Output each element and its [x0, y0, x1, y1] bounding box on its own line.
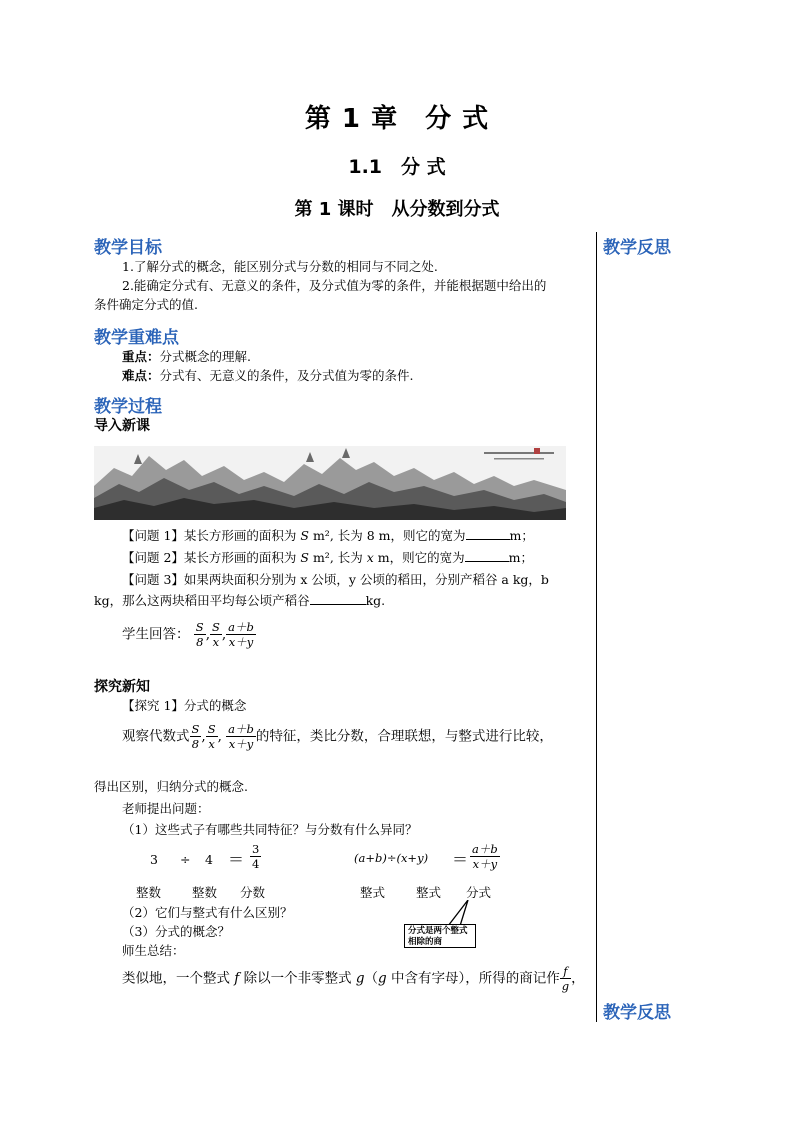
summary-label: 师生总结：: [122, 943, 185, 958]
observe-text-b: 的特征，类比分数，合理联想，与整式进行比较，: [255, 728, 553, 745]
explore-heading: 探究新知: [94, 679, 150, 695]
q2-var-s: S: [300, 550, 309, 565]
label-fraction: 分数: [240, 885, 266, 900]
question-3-line2: [94, 591, 385, 610]
difficulty-line: [122, 366, 414, 385]
q1-var-s: S: [300, 528, 309, 543]
question-2: [122, 548, 533, 567]
conclusion-text-a: 类似地，一个整式: [122, 970, 235, 987]
focus-text: 分式概念的理解.: [159, 349, 251, 364]
conclusion-line: [122, 964, 585, 993]
q3-text-b: kg.: [365, 593, 386, 608]
process-heading: 教学过程: [94, 397, 162, 417]
question-common-features: （1）这些式子有哪些共同特征？与分数有什么异同？: [122, 822, 418, 837]
conclusion-var-f: f: [234, 970, 240, 987]
fraction-f-g: $\frac{f}{g}$: [561, 964, 570, 993]
q3-text-a: kg，那么这两块稻田平均每公顷产稻谷: [94, 593, 310, 608]
observe-fraction-s-x: $\frac{S}{x}$: [207, 722, 216, 751]
conclusion-var-g: g: [355, 970, 365, 987]
section-title: 1.1 分 式: [348, 156, 446, 178]
q2-text-a: 【问题 2】某长方形画的面积为: [122, 550, 301, 565]
objective-2-line2: 条件确定分式的值.: [94, 297, 198, 312]
observe-text-a: 观察代数式: [122, 728, 190, 745]
difficulty-text: 分式有、无意义的条件，及分式值为零的条件.: [159, 368, 414, 383]
answer-label: 学生回答：: [122, 626, 190, 643]
question-3-line1: 【问题 3】如果两块面积分别为 x 公顷，y 公顷的稻田，分别产稻谷 a kg，b: [122, 572, 549, 587]
callout-pointer: [440, 900, 480, 926]
chapter-title: 第 1 章 分 式: [304, 104, 490, 134]
q2-var-x: x: [366, 550, 374, 565]
q1-text-c: m², 长为 8 m，则它的宽为: [308, 528, 466, 543]
conclusion-text-b: 除以一个非零整式: [239, 970, 356, 987]
eq1-op: ÷: [180, 852, 191, 867]
eq2-left: (a+b)÷(x+y): [354, 851, 429, 865]
fraction-s-x: $\frac{S}{x}$: [211, 620, 220, 649]
conclusion-var-g2: g: [378, 970, 387, 987]
label-polynomial-1: 整式: [360, 885, 386, 900]
observe-line: 观察代数式 $\frac{S}{8}$ , $\frac{S}{x}$ , $\frac{a+b}{x+y}$ 的特征，类比分数，合理联想，与整式进行比较，: [122, 722, 553, 751]
observe-line-2: 得出区别，归纳分式的概念.: [94, 779, 248, 794]
q2-text-f: m；: [508, 550, 533, 565]
eq1-b: 4: [205, 852, 213, 867]
keypoints-heading: 教学重难点: [94, 328, 179, 348]
teacher-question-intro: 老师提出问题：: [122, 801, 210, 816]
question-1: [122, 526, 534, 545]
label-integer-2: 整数: [192, 885, 218, 900]
eq1-fraction: $\frac{3}{4}$: [252, 842, 260, 871]
question-concept: （3）分式的概念？: [122, 924, 230, 939]
objective-2-line1: 2.能确定分式有、无意义的条件，及分式值为零的条件，并能根据题中给出的: [122, 278, 547, 293]
q2-text-c: m², 长为: [308, 550, 367, 565]
eq2-fraction: $\frac{a+b}{x+y}$: [472, 842, 498, 871]
column-divider: [596, 232, 597, 1022]
q3-blank: [310, 591, 366, 605]
difficulty-label: 难点：: [122, 368, 160, 383]
label-polynomial-2: 整式: [416, 885, 442, 900]
eq1-equals: ＝: [228, 850, 245, 869]
objective-1: 1.了解分式的概念，能区别分式与分数的相同与不同之处.: [122, 259, 438, 274]
question-difference: （2）它们与整式有什么区别？: [122, 905, 293, 920]
label-integer-1: 整数: [136, 885, 162, 900]
conclusion-end: ，: [571, 970, 585, 987]
eq1-a: 3: [150, 852, 158, 867]
q1-text-d: m；: [509, 528, 534, 543]
observe-fraction-ab-xy: $\frac{a+b}{x+y}$: [228, 722, 254, 751]
conclusion-text-d: 中含有字母），所得的商记作: [386, 970, 560, 987]
q1-text-a: 【问题 1】某长方形画的面积为: [122, 528, 301, 543]
observe-fraction-s-8: $\frac{S}{8}$: [191, 722, 200, 751]
landscape-painting-image: [94, 446, 566, 520]
fraction-ab-xy: $\frac{a+b}{x+y}$: [228, 620, 254, 649]
q2-blank: [465, 548, 509, 562]
objectives-heading: 教学目标: [94, 238, 162, 258]
label-algebraic-fraction: 分式: [466, 885, 492, 900]
eq2-equals: ＝: [452, 850, 469, 869]
intro-heading: 导入新课: [94, 418, 150, 434]
lesson-title: 第 1 课时 从分数到分式: [294, 199, 500, 220]
fraction-s-8: $\frac{S}{8}$: [195, 620, 204, 649]
reflection-heading-bottom: 教学反思: [603, 1003, 671, 1023]
explore-1-title: 【探究 1】分式的概念: [122, 698, 247, 713]
student-answer: 学生回答： $\frac{S}{8}$ , $\frac{S}{x}$ , $\frac{a+b}{x+y}$: [122, 620, 254, 649]
callout-box: 分式是两个整式相除的商: [404, 924, 476, 948]
focus-label: 重点：: [122, 349, 160, 364]
conclusion-text-c: （: [364, 970, 379, 987]
reflection-heading-top: 教学反思: [603, 238, 671, 258]
q2-text-e: m，则它的宽为: [373, 550, 465, 565]
q1-blank: [466, 526, 510, 540]
focus-line: [122, 347, 251, 366]
